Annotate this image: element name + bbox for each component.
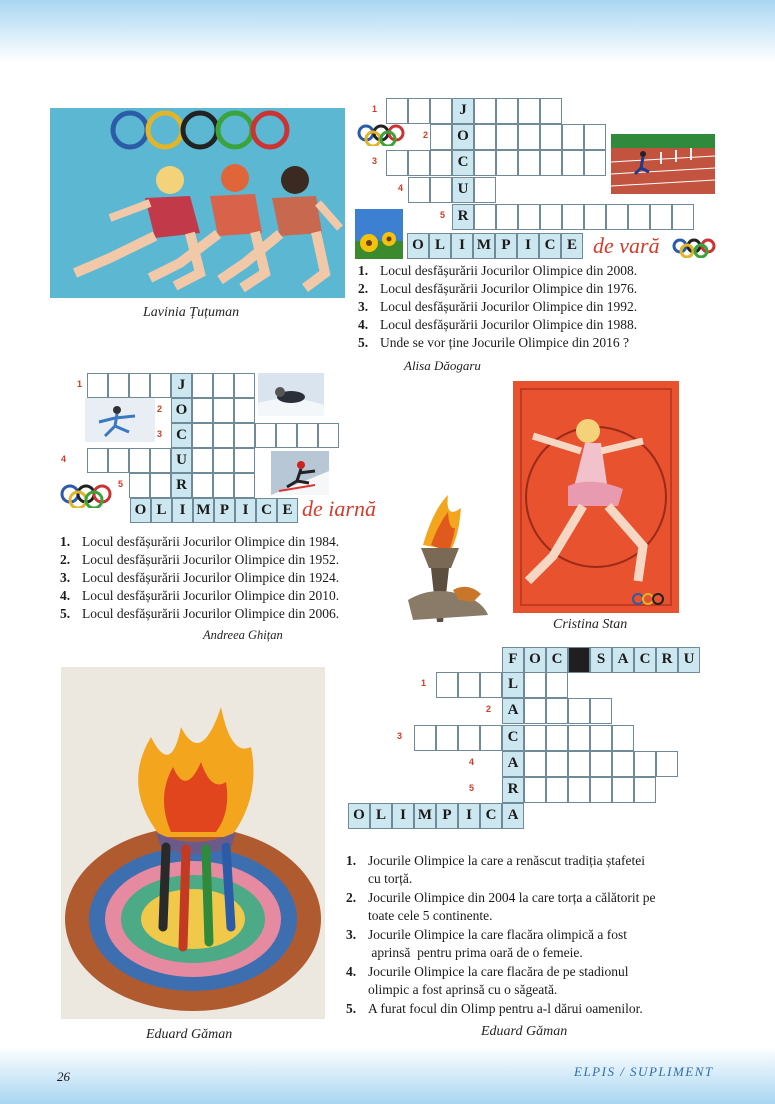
grid-cell [192,373,213,398]
grid-cell [590,698,612,724]
clue: 5. Locul desfășurării Jocurilor Olimpice din 2006. [60,606,340,621]
grid-cell [87,373,108,398]
grid-cell [430,177,452,203]
keyword-cell: C [502,725,524,751]
grid-cell [546,777,568,803]
answer-cell: A [612,647,634,673]
answer-cell: I [451,233,473,259]
grid-cell [540,98,562,124]
clue: 1. Locul desfășurării Jocurilor Olimpice din 1984. [60,534,340,549]
flame-caption: Eduard Găman [146,1027,233,1042]
clue-continuation: aprinsă pentru prima oară de o femeie. [368,945,583,960]
olympic-flame-painting [61,667,325,1019]
grid-cell [568,777,590,803]
grid-cell [524,777,546,803]
grid-cell [546,725,568,751]
grid-cell [108,373,129,398]
clue: 1. Locul desfășurării Jocurilor Olimpice din 2008. [358,263,638,278]
answer-cell: M [473,233,495,259]
grid-cell [562,204,584,230]
grid-cell [518,204,540,230]
luge-photo [258,373,324,416]
row-number: 4 [61,454,67,464]
answer-cell: A [502,803,524,829]
answer-cell: E [277,498,298,523]
row-number: 4 [398,183,404,193]
answer-cell: P [436,803,458,829]
grid-cell [562,124,584,150]
grid-cell [496,150,518,176]
clue: 3. Locul desfășurării Jocurilor Olimpice din 1992. [358,299,638,314]
runners-caption: Lavinia Țuțuman [143,305,240,320]
answer-cell: O [407,233,429,259]
keyword-cell: C [452,150,474,176]
grid-cell [408,150,430,176]
clue: 3. Jocurile Olimpice la care flacăra olimpică a fost [346,927,627,942]
keyword-cell: C [171,423,192,448]
clue-continuation: cu torță. [368,871,413,886]
grid-cell [192,423,213,448]
grid-cell [562,150,584,176]
answer-cell: C [256,498,277,523]
grid-cell [524,725,546,751]
grid-cell [496,98,518,124]
grid-cell [129,473,150,498]
grid-cell [234,448,255,473]
grid-cell [474,124,496,150]
grid-cell [612,725,634,751]
row-number: 5 [469,783,475,793]
clue-continuation: toate cele 5 continente. [368,908,493,923]
grid-cell [213,473,234,498]
grid-cell [234,398,255,423]
olympic-rings-icon [357,124,405,146]
row-number: 3 [157,429,163,439]
answer-cell: M [414,803,436,829]
keyword-cell: U [171,448,192,473]
page-number: 26 [57,1069,70,1084]
olympic-rings-icon [60,484,112,508]
flame-author: Eduard Găman [481,1024,568,1039]
clue: 2. Locul desfășurării Jocurilor Olimpice din 1976. [358,281,638,296]
figure-skater-painting [513,381,679,613]
grid-cell [458,672,480,698]
keyword-cell: A [502,698,524,724]
skier-photo [271,451,329,495]
answer-cell: L [370,803,392,829]
grid-cell [584,124,606,150]
winter-label: de iarnă [302,496,376,521]
grid-cell [430,98,452,124]
answer-cell: P [495,233,517,259]
grid-cell [150,448,171,473]
runners-painting [50,108,345,298]
grid-cell [590,777,612,803]
clue-continuation: olimpic a fost aprinsă cu o săgeată. [368,982,558,997]
grid-cell [496,124,518,150]
row-number: 2 [423,130,429,140]
grid-cell [213,373,234,398]
clue: 5. Unde se vor ține Jocurile Olimpice din 2016 ? [358,335,629,350]
summer-label: de vară [593,233,660,258]
magazine-name: ELPIS / SUPLIMENT [574,1064,714,1079]
grid-cell [213,398,234,423]
grid-cell [546,698,568,724]
row-number: 3 [372,156,378,166]
answer-cell: C [634,647,656,673]
answer-cell: S [590,647,612,673]
torch-illustration [393,490,493,630]
row-number: 5 [440,210,446,220]
grid-cell [234,473,255,498]
answer-cell: O [130,498,151,523]
grid-cell [568,698,590,724]
keyword-cell: R [171,473,192,498]
grid-cell [524,672,546,698]
row-number: 4 [469,757,475,767]
olympic-rings-icon [672,238,716,258]
hurdles-photo [611,134,715,194]
answer-cell: I [235,498,256,523]
grid-cell [518,124,540,150]
grid-cell [213,423,234,448]
grid-cell [590,725,612,751]
row-number: 1 [77,379,83,389]
answer-cell: C [480,803,502,829]
keyword-cell: U [452,177,474,203]
row-number: 2 [157,404,163,414]
grid-cell [584,150,606,176]
clue: 4. Locul desfășurării Jocurilor Olimpice din 1988. [358,317,638,332]
answer-cell: I [172,498,193,523]
grid-cell [430,124,452,150]
answer-cell: L [429,233,451,259]
grid-cell [540,124,562,150]
grid-cell [474,150,496,176]
grid-cell [540,150,562,176]
keyword-cell: J [452,98,474,124]
grid-cell [108,448,129,473]
grid-cell [318,423,339,448]
keyword-cell: L [502,672,524,698]
grid-cell [386,98,408,124]
grid-cell [590,751,612,777]
figure-skater-photo [85,398,155,442]
grid-cell [408,98,430,124]
grid-cell [568,751,590,777]
grid-cell [612,751,634,777]
row-number: 3 [397,731,403,741]
grid-cell [568,725,590,751]
row-number: 1 [421,678,427,688]
row-number: 1 [372,104,378,114]
answer-cell: F [502,647,524,673]
grid-cell [129,373,150,398]
grid-cell [192,398,213,423]
answer-cell: L [151,498,172,523]
keyword-cell: R [502,777,524,803]
grid-cell [524,751,546,777]
grid-cell [546,672,568,698]
answer-cell: E [561,233,583,259]
clue: 4. Jocurile Olimpice la care flacăra de pe stadionul [346,964,629,979]
grid-cell [612,777,634,803]
grid-cell [650,204,672,230]
grid-cell [150,473,171,498]
answer-cell: C [539,233,561,259]
grid-cell [634,777,656,803]
grid-cell [129,448,150,473]
grid-cell [408,177,430,203]
grid-cell [628,204,650,230]
keyword-cell: A [502,751,524,777]
black-cell [568,647,590,673]
grid-cell [480,725,502,751]
keyword-cell: J [171,373,192,398]
answer-cell: I [458,803,480,829]
answer-cell: C [546,647,568,673]
clue: 2. Locul desfășurării Jocurilor Olimpice din 1952. [60,552,340,567]
grid-cell [255,423,276,448]
clue: 1. Jocurile Olimpice la care a renăscut tradiția ștafetei [346,853,645,868]
clue: 4. Locul desfășurării Jocurilor Olimpice din 2010. [60,588,340,603]
grid-cell [518,150,540,176]
grid-cell [584,204,606,230]
grid-cell [150,373,171,398]
clue: 3. Locul desfășurării Jocurilor Olimpice din 1924. [60,570,340,585]
grid-cell [234,423,255,448]
answer-cell: I [392,803,414,829]
grid-cell [672,204,694,230]
grid-cell [474,177,496,203]
winter-author: Andreea Ghițan [203,628,283,642]
grid-cell [546,751,568,777]
sunflower-photo [355,209,403,259]
keyword-cell: O [171,398,192,423]
grid-cell [234,373,255,398]
top-decorative-band [0,0,775,62]
grid-cell [192,473,213,498]
grid-cell [430,150,452,176]
grid-cell [386,150,408,176]
row-number: 2 [486,704,492,714]
grid-cell [656,751,678,777]
grid-cell [524,698,546,724]
clue: 2. Jocurile Olimpice din 2004 la care torța a călătorit pe [346,890,656,905]
clue: 5. A furat focul din Olimp pentru a-l dărui oamenilor. [346,1001,643,1016]
row-number: 5 [118,479,124,489]
grid-cell [436,725,458,751]
grid-cell [276,423,297,448]
grid-cell [540,204,562,230]
keyword-cell: R [452,204,474,230]
grid-cell [634,751,656,777]
grid-cell [474,204,496,230]
answer-cell: I [517,233,539,259]
answer-cell: O [524,647,546,673]
grid-cell [297,423,318,448]
answer-cell: U [678,647,700,673]
grid-cell [192,448,213,473]
grid-cell [458,725,480,751]
skater-caption: Cristina Stan [553,617,628,632]
grid-cell [213,448,234,473]
answer-cell: O [348,803,370,829]
answer-cell: P [214,498,235,523]
grid-cell [496,204,518,230]
grid-cell [436,672,458,698]
grid-cell [480,672,502,698]
summer-author: Alisa Dăogaru [404,358,481,373]
keyword-cell: O [452,124,474,150]
grid-cell [414,725,436,751]
answer-cell: M [193,498,214,523]
grid-cell [474,98,496,124]
grid-cell [87,448,108,473]
grid-cell [606,204,628,230]
answer-cell: R [656,647,678,673]
grid-cell [518,98,540,124]
